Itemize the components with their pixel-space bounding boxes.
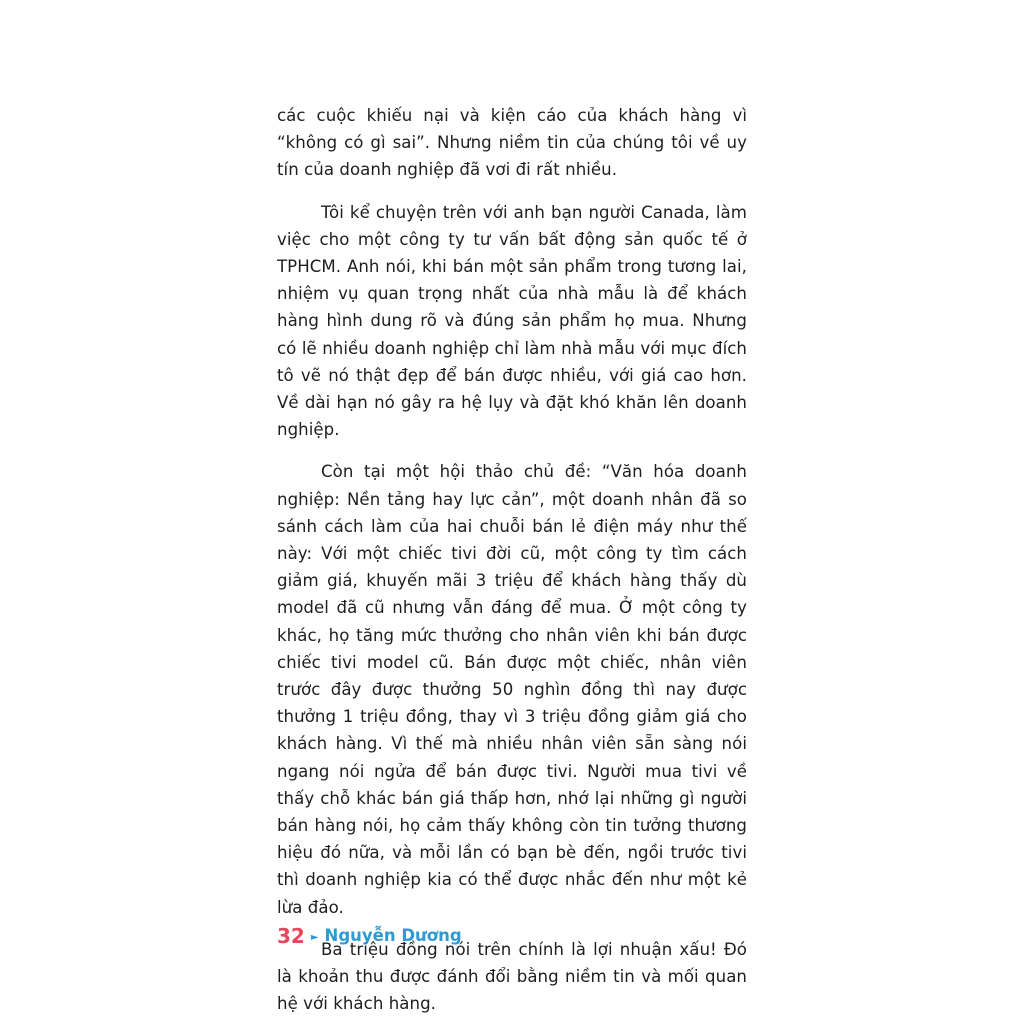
page-footer	[277, 922, 462, 950]
paragraph-4: Ba triệu đồng nói trên chính là lợi nhuận xấu! Đó là khoản thu được đánh đổi bằng niềm tin và mối quan hệ với khách hàng.	[277, 939, 747, 1014]
page-body	[277, 102, 747, 1033]
page-number: 32	[277, 924, 305, 948]
paragraph-1: các cuộc khiếu nại và kiện cáo của khách hàng vì “không có gì sai”. Nhưng niềm tin của chúng tôi về uy tín của doanh nghiệp đã vơi đi rất nhiều.	[277, 106, 747, 180]
triangle-right-icon: ►	[310, 931, 319, 943]
paragraph-3: Còn tại một hội thảo chủ đề: “Văn hóa doanh nghiệp: Nền tảng hay lực cản”, một doanh nhân đã so sánh cách làm của hai chuỗi bán lẻ điện máy như thế này: Với một chiếc tivi đời cũ, một công ty tìm cách giảm giá, khuyến mãi 3 triệu để khách hàng thấy dù model đã cũ nhưng vẫn đáng để mua. Ở một công ty khác, họ tăng mức thưởng cho nhân viên khi bán được chiếc tivi model cũ. Bán được một chiếc, nhân viên trước đây được thưởng 50 nghìn đồng thì nay được thưởng 1 triệu đồng, thay vì 3 triệu đồng giảm giá cho khách hàng. Vì thế mà nhiều nhân viên sẵn sàng nói ngang nói ngửa để bán được tivi. Người mua tivi về thấy chỗ khác bán giá thấp hơn, nhớ lại những gì người bán hàng nói, họ cảm thấy không còn tin tưởng thương hiệu đó nữa, và mỗi lần có bạn bè đến, ngồi trước tivi thì doanh nghiệp kia có thể được nhắc đến như một kẻ lừa đảo.	[277, 462, 747, 917]
author-name: Nguyễn Dương	[324, 926, 462, 945]
paragraph-2: Tôi kể chuyện trên với anh bạn người Canada, làm việc cho một công ty tư vấn bất động sản quốc tế ở TPHCM. Anh nói, khi bán một sản phẩm trong tương lai, nhiệm vụ quan trọng nhất của nhà mẫu là để khách hàng hình dung rõ và đúng sản phẩm họ mua. Nhưng có lẽ nhiều doanh nghiệp chỉ làm nhà mẫu với mục đích tô vẽ nó thật đẹp để bán được nhiều, với giá cao hơn. Về dài hạn nó gây ra hệ lụy và đặt khó khăn lên doanh nghiệp.	[277, 202, 747, 440]
